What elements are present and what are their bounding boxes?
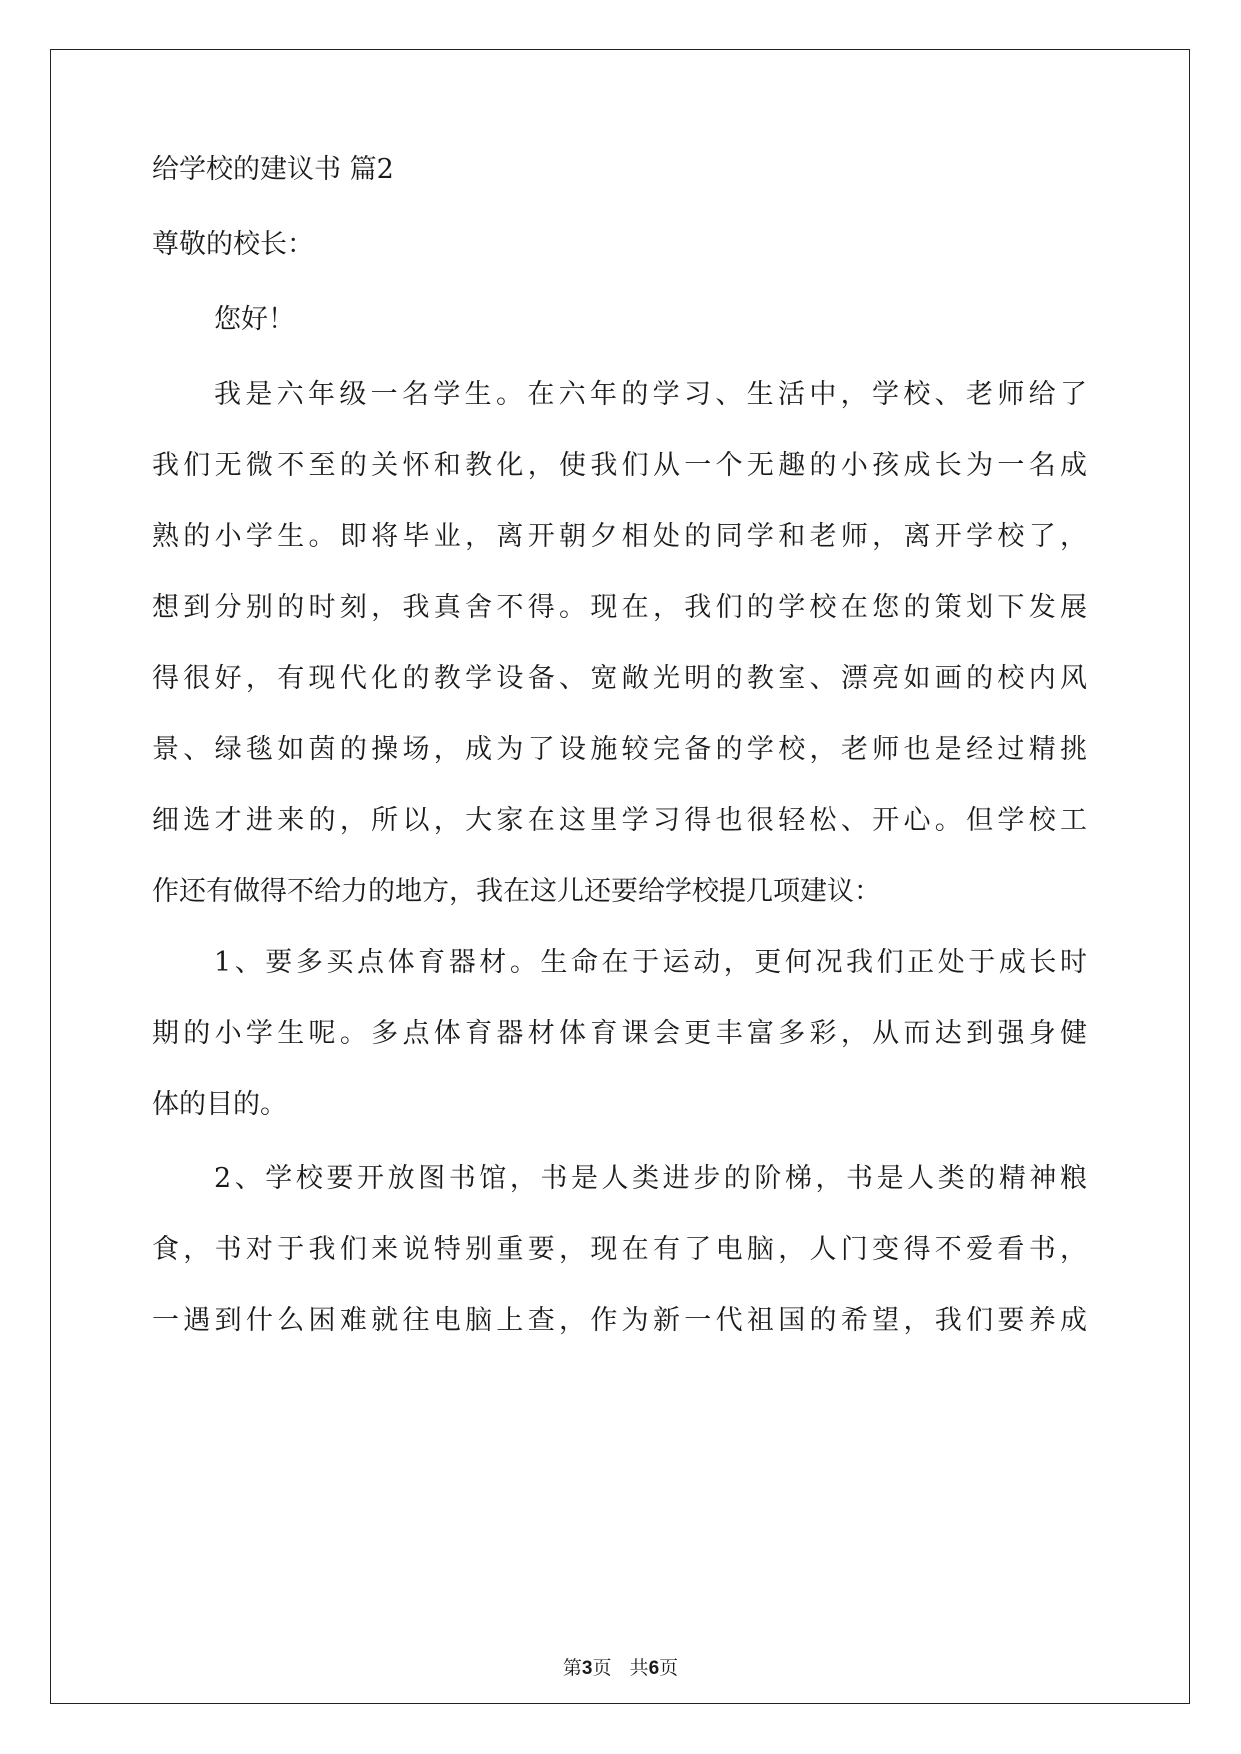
salutation: 尊敬的校长： [152, 229, 314, 260]
paragraph-line: 细选才进来的，所以，大家在这里学习得也很轻松、开心。但学校工 [152, 805, 1087, 836]
paragraph-line: 1、要多买点体育器材。生命在于运动，更何况我们正处于成长时 [214, 947, 1087, 978]
paragraph-line: 得很好，有现代化的教学设备、宽敞光明的教室、漂亮如画的校内风 [152, 663, 1087, 694]
paragraph-line: 体的目的。 [152, 1089, 287, 1120]
paragraph-line: 一遇到什么困难就往电脑上查，作为新一代祖国的希望，我们要养成 [152, 1305, 1087, 1336]
paragraph-line: 作还有做得不给力的地方，我在这儿还要给学校提几项建议： [152, 876, 881, 907]
footer-page-current: 3 [581, 1658, 593, 1679]
footer-page-mid: 页 共 [592, 1657, 649, 1679]
paragraph-line: 景、绿毯如茵的操场，成为了设施较完备的学校，老师也是经过精挑 [152, 734, 1087, 765]
paragraph-line: 我们无微不至的关怀和教化，使我们从一个无趣的小孩成长为一名成 [152, 450, 1087, 481]
paragraph-line: 我是六年级一名学生。在六年的学习、生活中，学校、老师给了 [214, 379, 1087, 410]
document-title: 给学校的建议书 篇2 [152, 154, 394, 185]
paragraph-line: 熟的小学生。即将毕业，离开朝夕相处的同学和老师，离开学校了， [152, 521, 1087, 552]
page-footer [0, 1653, 1241, 1680]
greeting: 您好！ [214, 304, 295, 335]
paragraph-line: 想到分别的时刻，我真舍不得。现在，我们的学校在您的策划下发展 [152, 592, 1087, 623]
footer-page-suffix: 页 [659, 1657, 679, 1679]
paragraph-line: 食，书对于我们来说特别重要，现在有了电脑，人门变得不爱看书， [152, 1234, 1087, 1265]
footer-page-total: 6 [648, 1658, 660, 1679]
paragraph-line: 2、学校要开放图书馆，书是人类进步的阶梯，书是人类的精神粮 [214, 1163, 1087, 1194]
paragraph-line: 期的小学生呢。多点体育器材体育课会更丰富多彩，从而达到强身健 [152, 1018, 1087, 1049]
footer-page-prefix: 第 [562, 1657, 582, 1679]
